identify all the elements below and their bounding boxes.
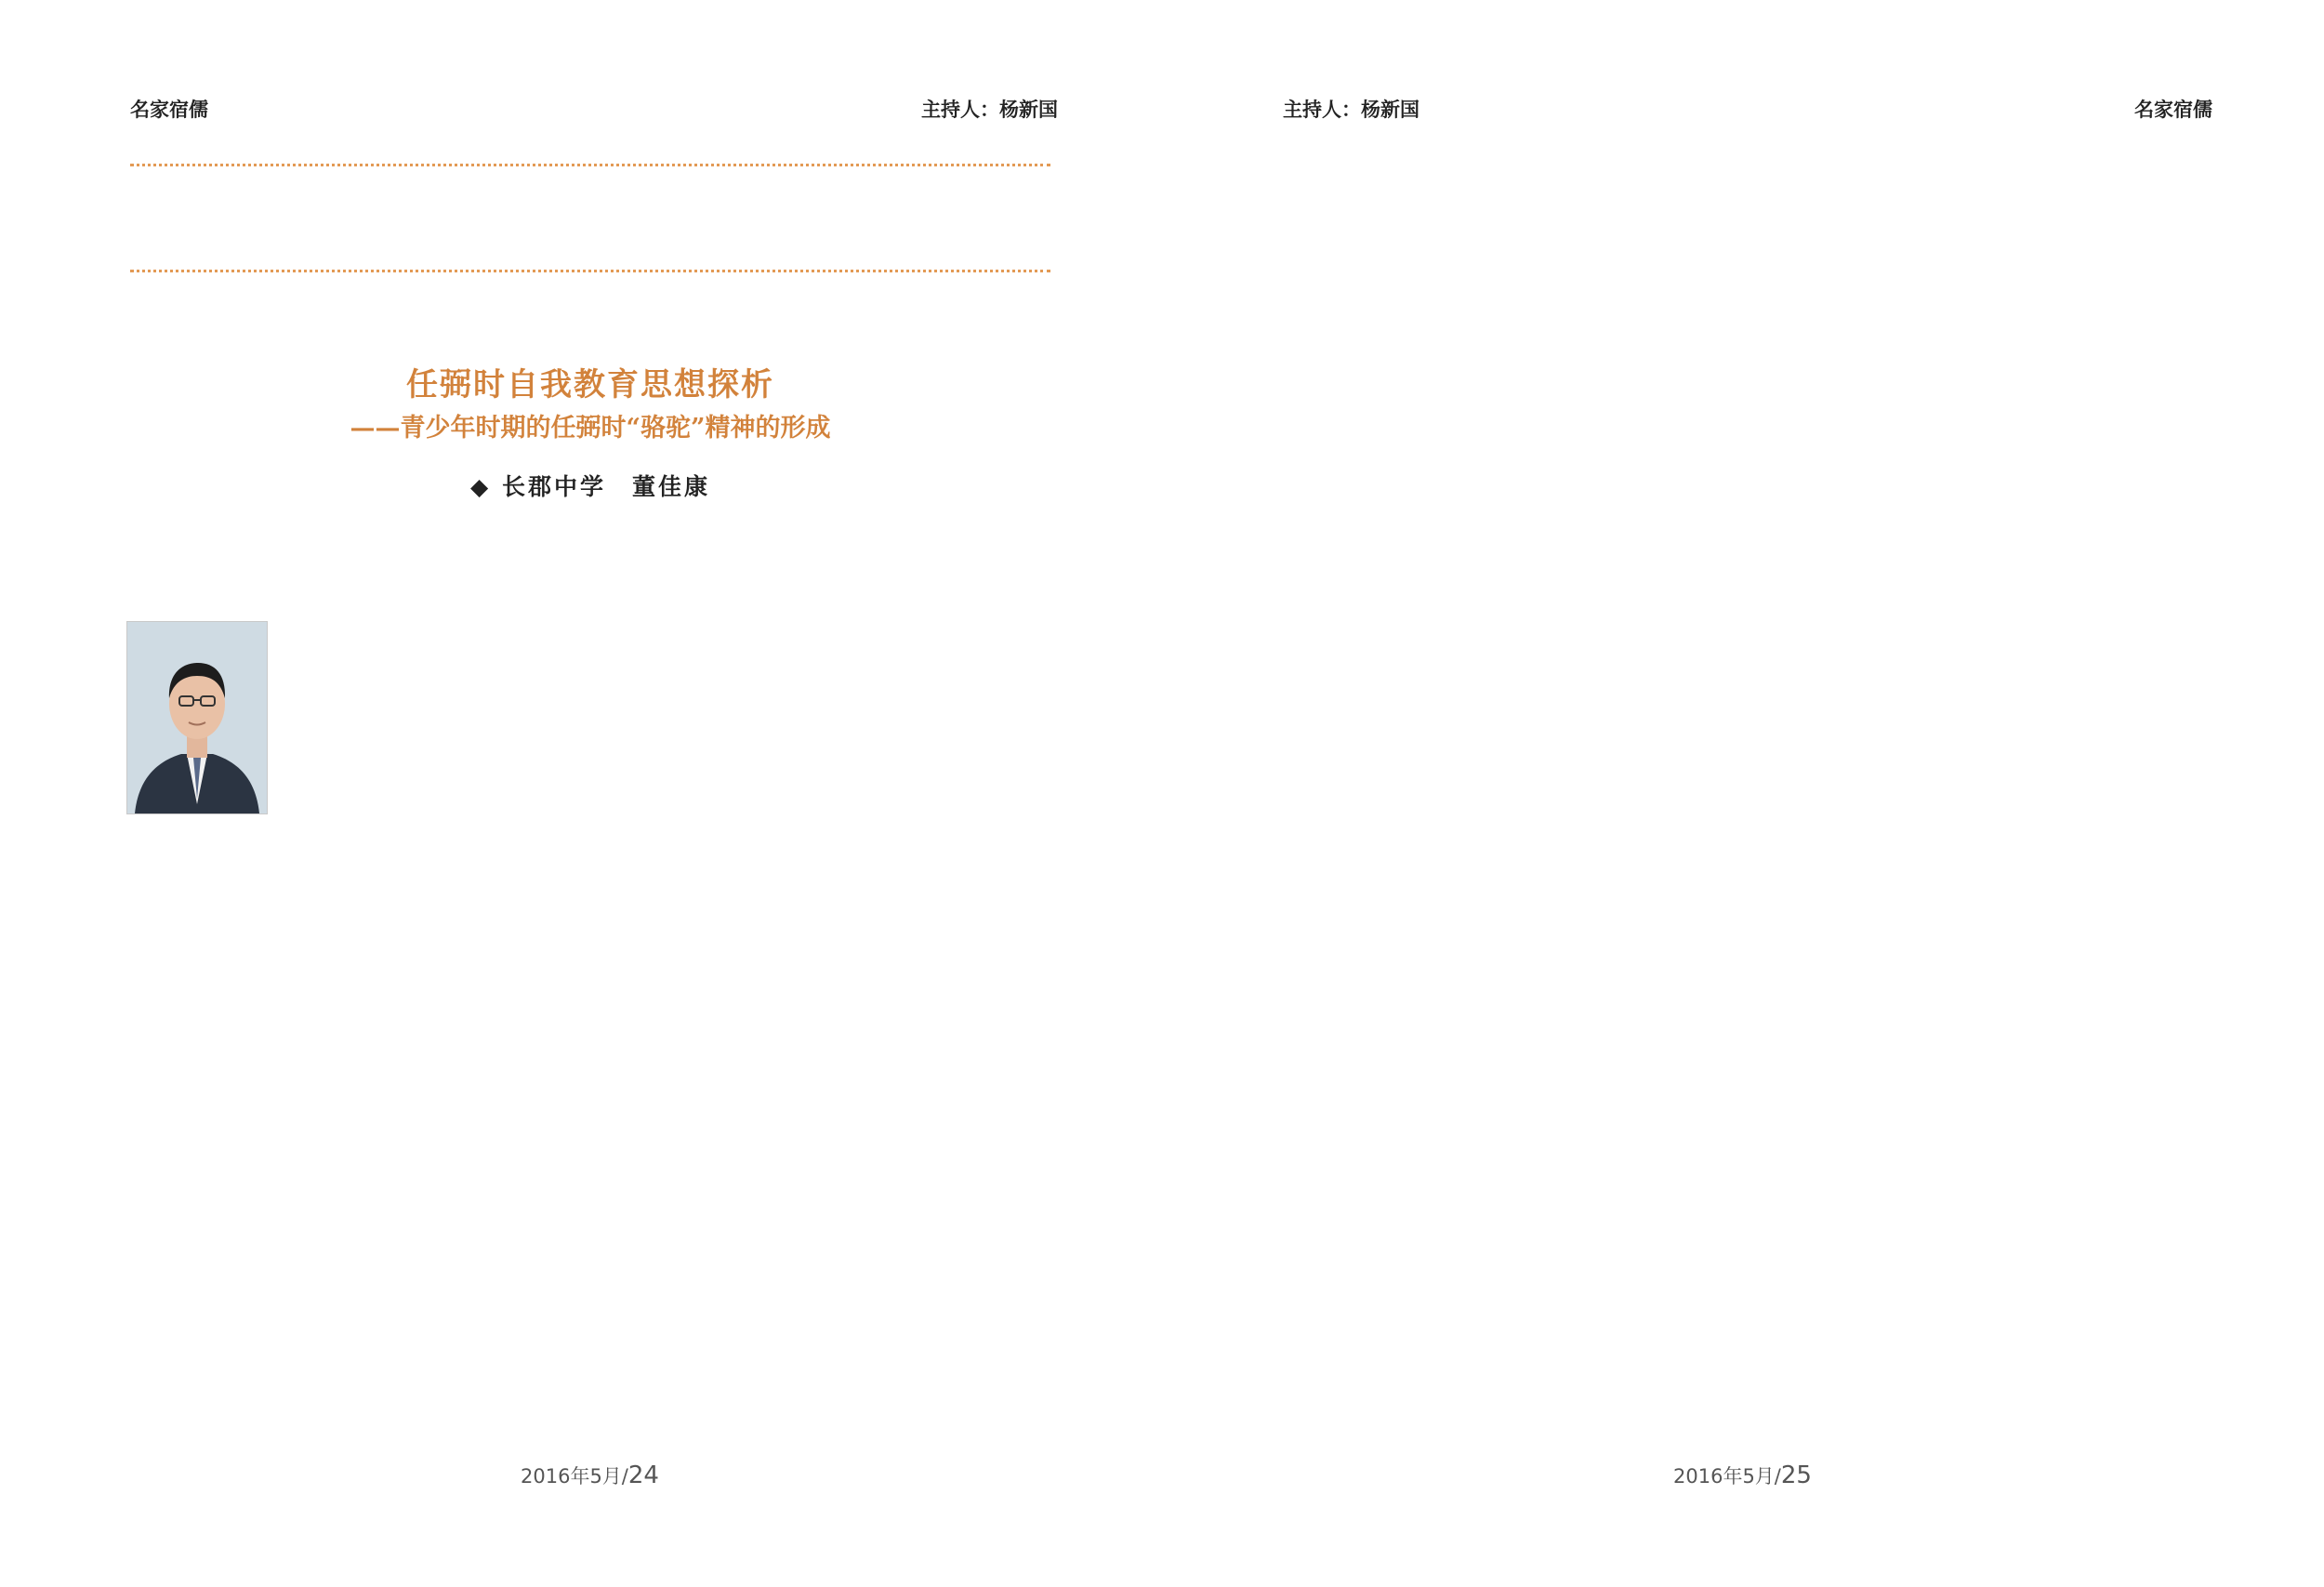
page-number: 24 [627,1461,659,1489]
page-footer-25 [1673,1461,1812,1489]
host-header: 主持人：杨新国 [921,99,1058,121]
article-subtitle: ——青少年时期的任弼时“骆驼”精神的形成 [350,414,831,443]
footer-date: 2016年5月/ [521,1465,628,1488]
top-dotted-divider [130,164,1050,166]
footer-date: 2016年5月/ [1673,1465,1781,1488]
column-name-header: 名家宿儒 [2134,99,2212,121]
author-portrait-image [127,622,267,813]
right-page [1162,0,2324,1587]
host-header: 主持人：杨新国 [1283,99,1419,121]
author-byline: ◆ 长郡中学 董佳康 [470,473,710,500]
author-photo [126,621,268,814]
article-title: 任弼时自我教育思想探析 [406,366,774,403]
page-footer-24 [521,1461,659,1489]
bottom-dotted-divider [130,270,1050,272]
page-number: 25 [1780,1461,1812,1489]
column-name-header: 名家宿儒 [130,99,208,121]
